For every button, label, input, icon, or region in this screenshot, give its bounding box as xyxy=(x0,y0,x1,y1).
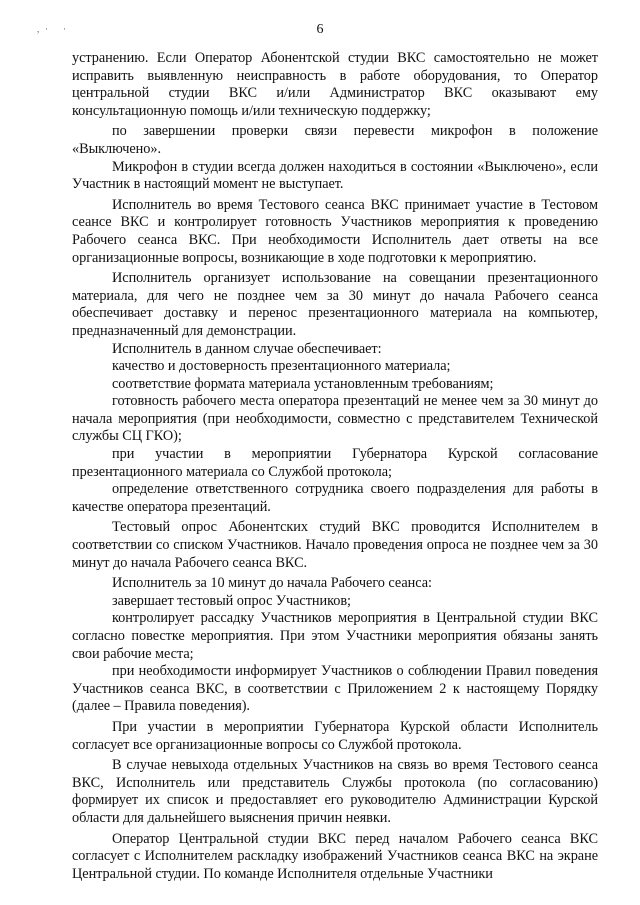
paragraph: готовность рабочего места оператора презентаций не менее чем за 30 минут до начала мероприятия (при необходимости, совместно с представителем Технической службы СЦ ГКО); xyxy=(72,393,598,445)
paragraph: Исполнитель во время Тестового сеанса ВКС принимает участие в Тестовом сеансе ВКС и контролирует готовность Участников мероприятия к проведению Рабочего сеанса ВКС. При необходимости Исполнитель дает ответы на все организационные вопросы, возникающие в ходе подготовки к мероприятию. xyxy=(72,196,598,266)
scan-mark: · xyxy=(63,24,66,34)
paragraph: при участии в мероприятии Губернатора Курской согласование презентационного материала со Службой протокола; xyxy=(72,446,598,480)
paragraph: Исполнитель организует использование на совещании презентационного материала, для чего не позднее чем за 30 минут до начала Рабочего сеанса обеспечивает доставку и перенос презентационного материала на компьютер, предназначенный для демонстрации. xyxy=(72,270,598,339)
paragraph: Оператор Центральной студии ВКС перед началом Рабочего сеанса ВКС согласует с Исполнителем раскладку изображений Участников сеанса ВКС на экране Центральной студии. По команде Исполнителя отдельные Участники xyxy=(72,830,598,882)
paragraph: Тестовый опрос Абонентских студий ВКС проводится Исполнителем в соответствии со списком Участников. Начало проведения опроса не позднее чем за 30 минут до начала Рабочего сеанса ВКС. xyxy=(72,519,598,571)
paragraph: В случае невыхода отдельных Участников на связь во время Тестового сеанса ВКС, Исполнитель или представитель Службы протокола (по согласованию) формирует их список и предоставляет его руководителю Администрации Курской области для дальнейшего выяснения причин неявки. xyxy=(72,757,598,826)
paragraph: определение ответственного сотрудника своего подразделения для работы в качестве оператора презентаций. xyxy=(72,481,598,515)
paragraph: При участии в мероприятии Губернатора Курской области Исполнитель согласует все организационные вопросы со Службой протокола. xyxy=(72,718,598,753)
document-body xyxy=(72,50,598,886)
scan-mark: · xyxy=(45,24,48,34)
paragraph: качество и достоверность презентационного материала; xyxy=(112,358,451,375)
paragraph: при необходимости информирует Участников о соблюдении Правил поведения Участников сеанса ВКС, в соответствии с Приложением 2 к настоящему Порядку (далее – Правила поведения). xyxy=(72,663,598,715)
paragraph: соответствие формата материала установленным требованиям; xyxy=(112,375,494,392)
paragraph: контролирует рассадку Участников мероприятия в Центральной студии ВКС согласно повестке мероприятия. При этом Участники мероприятия обязаны занять свои рабочие места; xyxy=(72,610,598,662)
paragraph: устранению. Если Оператор Абонентской студии ВКС самостоятельно не может исправить выявленную неисправность в работе оборудования, то Оператор центральной студии ВКС и/или Администратор ВКС оказывают ему консультационную помощь и/или техническую поддержку; xyxy=(72,50,598,119)
paragraph: Исполнитель в данном случае обеспечивает: xyxy=(112,340,382,357)
paragraph: завершает тестовый опрос Участников; xyxy=(112,592,351,609)
paragraph: Исполнитель за 10 минут до начала Рабочего сеанса: xyxy=(112,575,432,592)
scan-mark: , xyxy=(37,24,40,34)
paragraph: Микрофон в студии всегда должен находиться в состоянии «Выключено», если Участник в настоящий момент не выступает. xyxy=(72,158,598,193)
paragraph: по завершении проверки связи перевести микрофон в положение «Выключено». xyxy=(72,123,598,157)
page-number: 6 xyxy=(316,22,324,37)
